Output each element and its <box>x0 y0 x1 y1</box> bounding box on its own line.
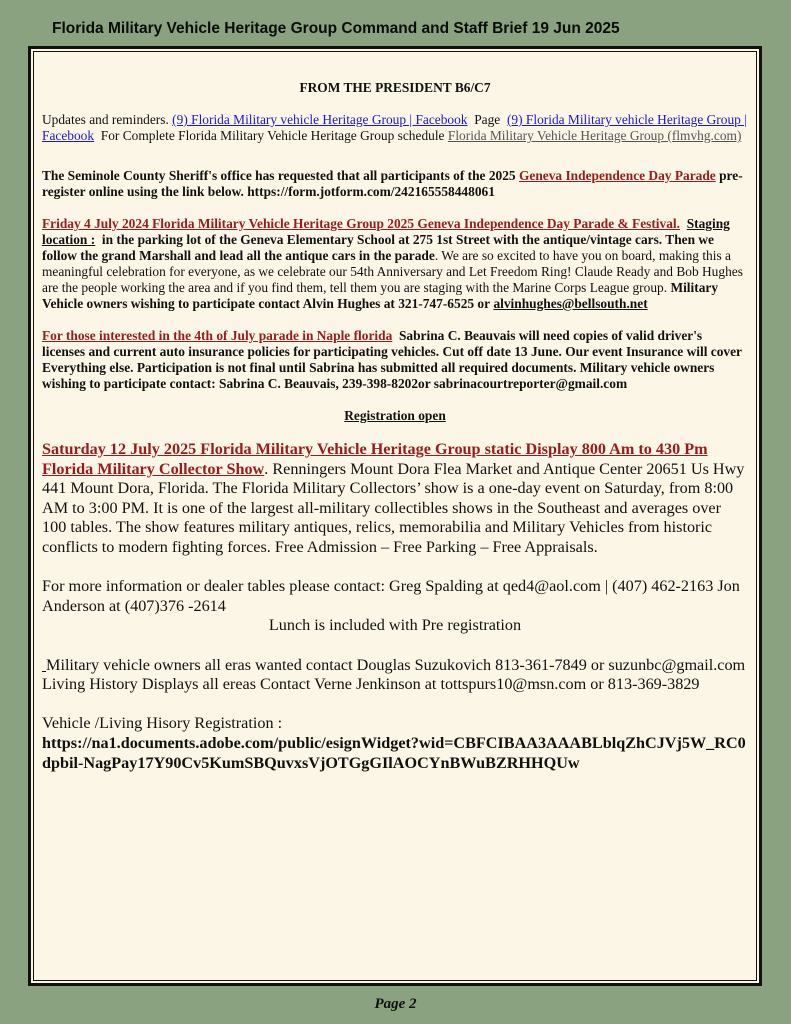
dealer-info: For more information or dealer tables please contact: Greg Spalding at qed4@aol.com | (407) 462-2163 Jon Anderson at (407)376 -2614 <box>42 577 740 615</box>
static-display-title: Saturday 12 July 2025 Florida Military Vehicle Heritage Group static Display 800 Am to 430 Pm Florida Military Collector Show <box>42 440 708 478</box>
staging-label: Staging location : <box>42 216 730 247</box>
geneva-parade-link[interactable]: Geneva Independence Day Parade <box>518 168 716 183</box>
updates-lead: Updates and reminders. <box>42 112 169 127</box>
registration-label: Vehicle /Living Hisory Registration : <box>42 714 283 733</box>
facebook-link-2[interactable]: (9) Florida Military vehicle Heritage Group | Facebook <box>42 112 747 143</box>
schedule-text: For Complete Florida Military Vehicle Heritage Group schedule <box>100 128 445 143</box>
lunch-note: Lunch is included with Pre registration <box>268 616 522 635</box>
sheriff-tail: pre-register online using the link below. https://form.jotform.com/242165558448061 <box>42 168 743 199</box>
sheriff-lead: The Seminole County Sheriff's office has requested that all participants of the 2025 <box>42 168 516 183</box>
content-panel <box>28 46 762 986</box>
geneva-title: Friday 4 July 2024 Florida Military Vehicle Heritage Group 2025 Geneva Independence Day Parade & Festival. <box>42 216 680 231</box>
geneva-contact: Military Vehicle owners wishing to participate contact Alvin Hughes at 321-747-6525 or <box>42 280 719 311</box>
updates-paragraph <box>42 112 748 144</box>
vehicle-owners-contact <box>42 656 748 676</box>
page-number: Page 2 <box>374 996 417 1012</box>
geneva-body: . We are so excited to have you on board, making this a meaningful celebration for everyone, as we celebrate our 54th Anniversary and Let Freedom Ring! Claude Ready and Bob Hughes are the people working the area and if you find them, tell them you are staging with the Marine Corps League group. <box>42 248 743 295</box>
static-display-section <box>42 440 748 773</box>
sheriff-paragraph <box>42 168 748 200</box>
staging-text: in the parking lot of the Geneva Elementary School at 275 1st Street with the antique/vintage cars. Then we follow the grand Marshall and lead all the antique cars in the parade <box>42 232 714 263</box>
registration-link[interactable]: https://na1.documents.adobe.com/public/esignWidget?wid=CBFCIBAA3AAABLblqZhCJVj5W_RC0dpbil-NagPay17Y90Cv5KumSBQuvxsVjOTGgGIlAOCYnBWuBZRHHQUw <box>42 733 746 772</box>
geneva-paragraph <box>42 216 748 312</box>
facebook-link-1[interactable]: (9) Florida Military vehicle Heritage Group | Facebook <box>172 112 468 127</box>
naples-body: Sabrina C. Beauvais will need copies of valid driver's licenses and current auto insurance policies for participating vehicles. Cut off date 13 June. Our event Insurance will cover Everything else. Participation is not final until Sabrina has submitted all required documents. Military vehicle owners wishing to participate contact: Sabrina C. Beauvais, 239-398-8202or sabrinacourtreporter@gmail.com <box>42 328 742 391</box>
static-display-paragraph <box>42 440 748 558</box>
page-word: Page <box>474 112 501 127</box>
living-history-contact: Living History Displays all ereas Contact Verne Jenkinson at tottspurs10@msn.com or 813-369-3829 <box>42 675 700 694</box>
page-header: Florida Military Vehicle Heritage Group Command and Staff Brief 19 Jun 2025 <box>52 20 620 37</box>
naples-paragraph <box>42 328 748 392</box>
president-heading: FROM THE PRESIDENT B6/C7 <box>299 80 491 95</box>
static-display-body: . Renningers Mount Dora Flea Market and Antique Center 20651 Us Hwy 441 Mount Dora, Florida. The Florida Military Collectors’ show is a one-day event on Saturday, from 8:00 AM to 3:00 PM. It is one of the largest all-military collectibles shows in the Southeast and averages over 100 tables. The show features military antiques, relics, memorabilia and Military Vehicles from historic conflicts to modern fighting forces. Free Admission – Free Parking – Free Appraisals. <box>42 459 745 556</box>
vehicle-owners-text: Military vehicle owners all eras wanted contact Douglas Suzukovich 813-361-7849 or suzunbc@gmail.com <box>46 655 746 674</box>
alvin-email-link[interactable]: alvinhughes@bellsouth.net <box>493 296 648 311</box>
website-link[interactable]: Florida Military Vehicle Heritage Group (flmvhg.com) <box>447 128 742 143</box>
registration-heading: Registration open <box>344 408 446 423</box>
content-inner <box>33 51 757 981</box>
naples-title: For those interested in the 4th of July parade in Naple florida <box>42 328 393 343</box>
